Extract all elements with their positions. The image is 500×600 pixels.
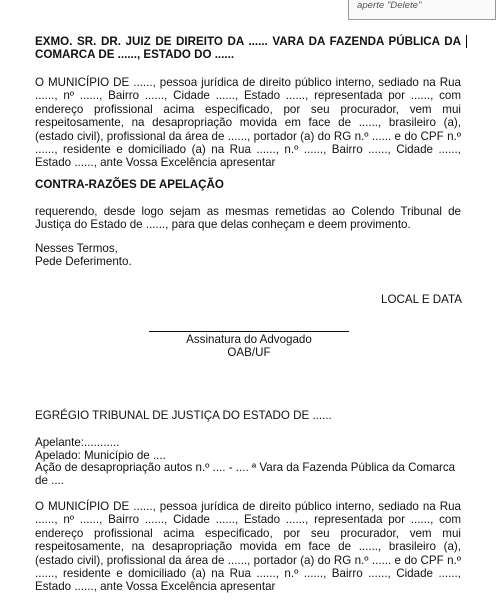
template-instruction-note: aperte "Delete": [348, 0, 496, 20]
section-title: CONTRA-RAZÕES DE APELAÇÃO: [35, 178, 224, 191]
acao-line: Ação de desapropriação autos n.º .... - .... ª Vara da Fazenda Pública da Comarca de ....: [35, 461, 456, 488]
second-intro-paragraph: O MUNICÍPIO DE ......, pessoa jurídica de direito público interno, sediado na Rua ......, nº ......, Bairro ......, Cidade ......, Estado ......, representada por ......, com endereço profissional acima especificado, por seu procurador, vem mui respeitosamente, na desapropriação movida em face de ......, brasileiro (a), (estado civil), profissional da área de ......, portador (a) do RG n.º ...... e do CPF n.º ......, residente e domiciliado (a) na Rua ......, n.º ......, Bairro ......, Cidade ......, Estado ......, ante Vossa Excelência apresentar: [35, 500, 461, 594]
oab-label: OAB/UF: [227, 346, 271, 359]
closing-request: Pede Deferimento.: [35, 255, 132, 268]
text-cursor: [466, 35, 467, 48]
intro-paragraph: O MUNICÍPIO DE ......, pessoa jurídica de direito público interno, sediado na Rua ......, nº ......, Bairro ......, Cidade ......, Estado ......, representada por ......, com endereço profissional acima especificado, por seu procurador, vem mui respeitosamente, na desapropriação movida em face de ......, brasileiro (a), (estado civil), profissional da área de ......, portador (a) do RG n.º ...... e do CPF n.º ......, residente e domiciliado (a) na Rua ......, n.º ......, Bairro ......, Cidade ......, Estado ......, ante Vossa Excelência apresentar: [35, 76, 461, 170]
apelante-line: Apelante:...........: [35, 436, 120, 449]
signature-label: Assinatura do Advogado: [186, 333, 312, 346]
place-date: LOCAL E DATA: [381, 293, 462, 306]
apelado-line: Apelado: Município de ....: [35, 449, 166, 462]
court-header: EXMO. SR. DR. JUIZ DE DIREITO DA ...... VARA DA FAZENDA PÚBLICA DA COMARCA DE ......, ESTADO DO ......: [35, 35, 461, 62]
signature-line: [149, 331, 349, 332]
request-paragraph: requerendo, desde logo sejam as mesmas remetidas ao Colendo Tribunal de Justiça do Estado de ......, para que delas conheçam e deem provimento.: [35, 205, 461, 232]
tribunal-header: EGRÉGIO TRIBUNAL DE JUSTIÇA DO ESTADO DE ......: [35, 409, 332, 422]
closing-terms: Nesses Termos,: [35, 242, 118, 255]
